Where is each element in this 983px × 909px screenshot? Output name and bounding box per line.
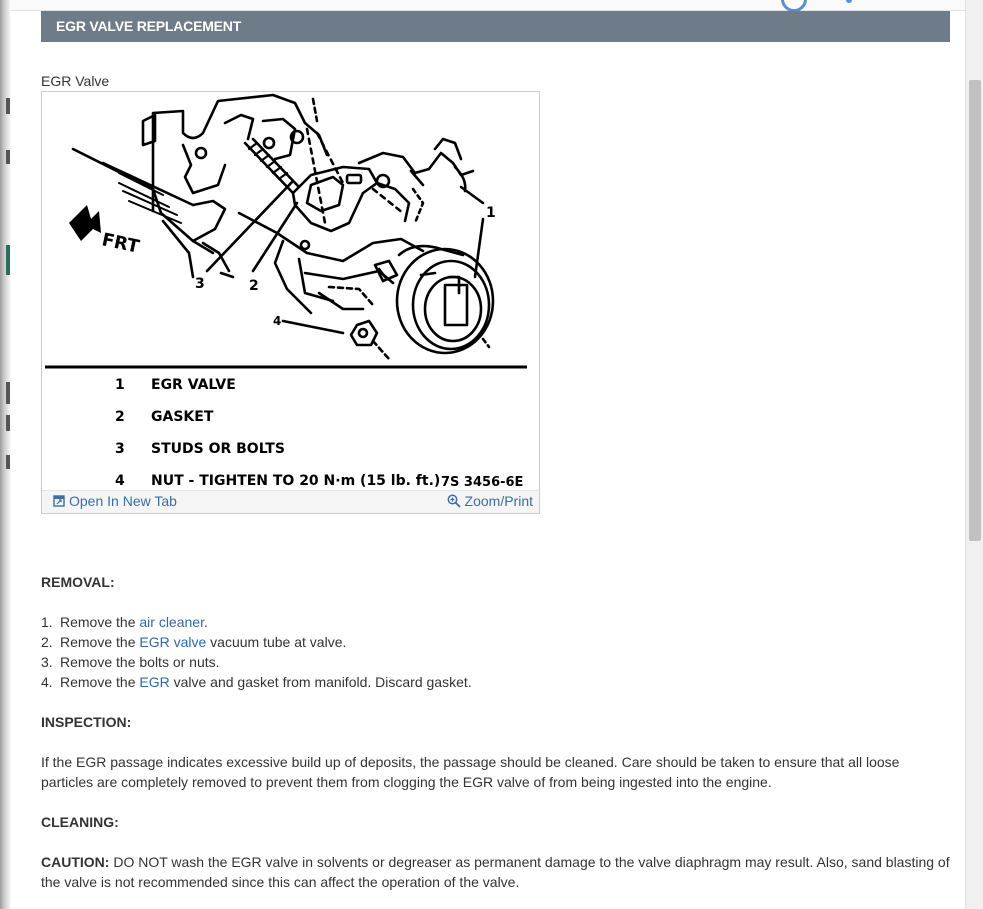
legend-text-3: STUDS OR BOLTS xyxy=(151,441,285,457)
callout-1: 1 xyxy=(486,205,496,221)
egr-link[interactable]: EGR xyxy=(139,674,170,690)
legend-num-1: 1 xyxy=(115,377,125,393)
caution-text: CAUTION: DO NOT wash the EGR valve in solvents or degreaser as permanent damage to the valve diaphragm may result. Also, sand blasting of the valve is not recommended since this can affect the operation of the valve. xyxy=(41,854,950,890)
callout-4: 4 xyxy=(273,314,282,328)
cleaning-title: CLEANING: xyxy=(41,814,119,830)
removal-step-2: 2. Remove the EGR valve vacuum tube at valve. xyxy=(41,634,347,650)
open-new-tab-icon xyxy=(53,495,65,507)
top-toolbar-strip xyxy=(11,0,965,11)
legend-num-3: 3 xyxy=(115,441,125,457)
callout-3: 3 xyxy=(195,276,205,292)
air-cleaner-link[interactable]: air cleaner xyxy=(139,614,204,630)
chevron-icon[interactable] xyxy=(846,0,852,3)
removal-step-3: 3. Remove the bolts or nuts. xyxy=(41,654,220,670)
figure-label: EGR Valve xyxy=(41,73,110,89)
callout-2: 2 xyxy=(249,278,259,294)
figure-ref-code: 7S 3456-6E xyxy=(441,475,524,490)
legend-text-1: EGR VALVE xyxy=(151,377,236,393)
zoom-print-link[interactable] xyxy=(447,493,533,509)
removal-step-4: 4. Remove the EGR valve and gasket from manifold. Discard gasket. xyxy=(41,674,472,690)
figure-frame xyxy=(41,91,540,514)
removal-steps xyxy=(41,612,953,692)
removal-title: REMOVAL: xyxy=(41,574,115,590)
zoom-print-label: Zoom/Print xyxy=(464,493,533,509)
caution-label: CAUTION: xyxy=(41,854,110,870)
legend-text-2: GASKET xyxy=(151,409,214,425)
procedure-text xyxy=(41,572,953,892)
egr-diagram-svg xyxy=(43,93,538,490)
legend-text-4: NUT - TIGHTEN TO 20 N·m (15 lb. ft.) xyxy=(151,473,441,489)
open-new-tab-link[interactable] xyxy=(53,493,177,509)
modal-content-panel xyxy=(11,0,965,909)
vertical-scrollbar[interactable] xyxy=(965,0,983,909)
inspection-title: INSPECTION: xyxy=(41,714,132,730)
egr-valve-diagram[interactable] xyxy=(43,93,538,490)
scrollbar-thumb[interactable] xyxy=(969,80,981,541)
figure-toolbar xyxy=(42,490,539,513)
inspection-text: If the EGR passage indicates excessive build up of deposits, the passage should be cleaned. Care should be taken to ensure that all loose particles are completely removed to prevent them from clogging the EGR valve of from being ingested into the engine. xyxy=(41,754,900,790)
legend-num-2: 2 xyxy=(115,409,125,425)
legend-num-4: 4 xyxy=(115,473,125,489)
front-arrow-label: FRT xyxy=(99,229,142,258)
removal-step-1: 1. Remove the air cleaner. xyxy=(41,614,208,630)
egr-valve-link[interactable]: EGR valve xyxy=(139,634,207,650)
section-header: EGR VALVE REPLACEMENT xyxy=(41,11,950,42)
open-new-tab-label: Open In New Tab xyxy=(69,493,177,509)
magnifier-zoom-icon xyxy=(447,494,461,508)
